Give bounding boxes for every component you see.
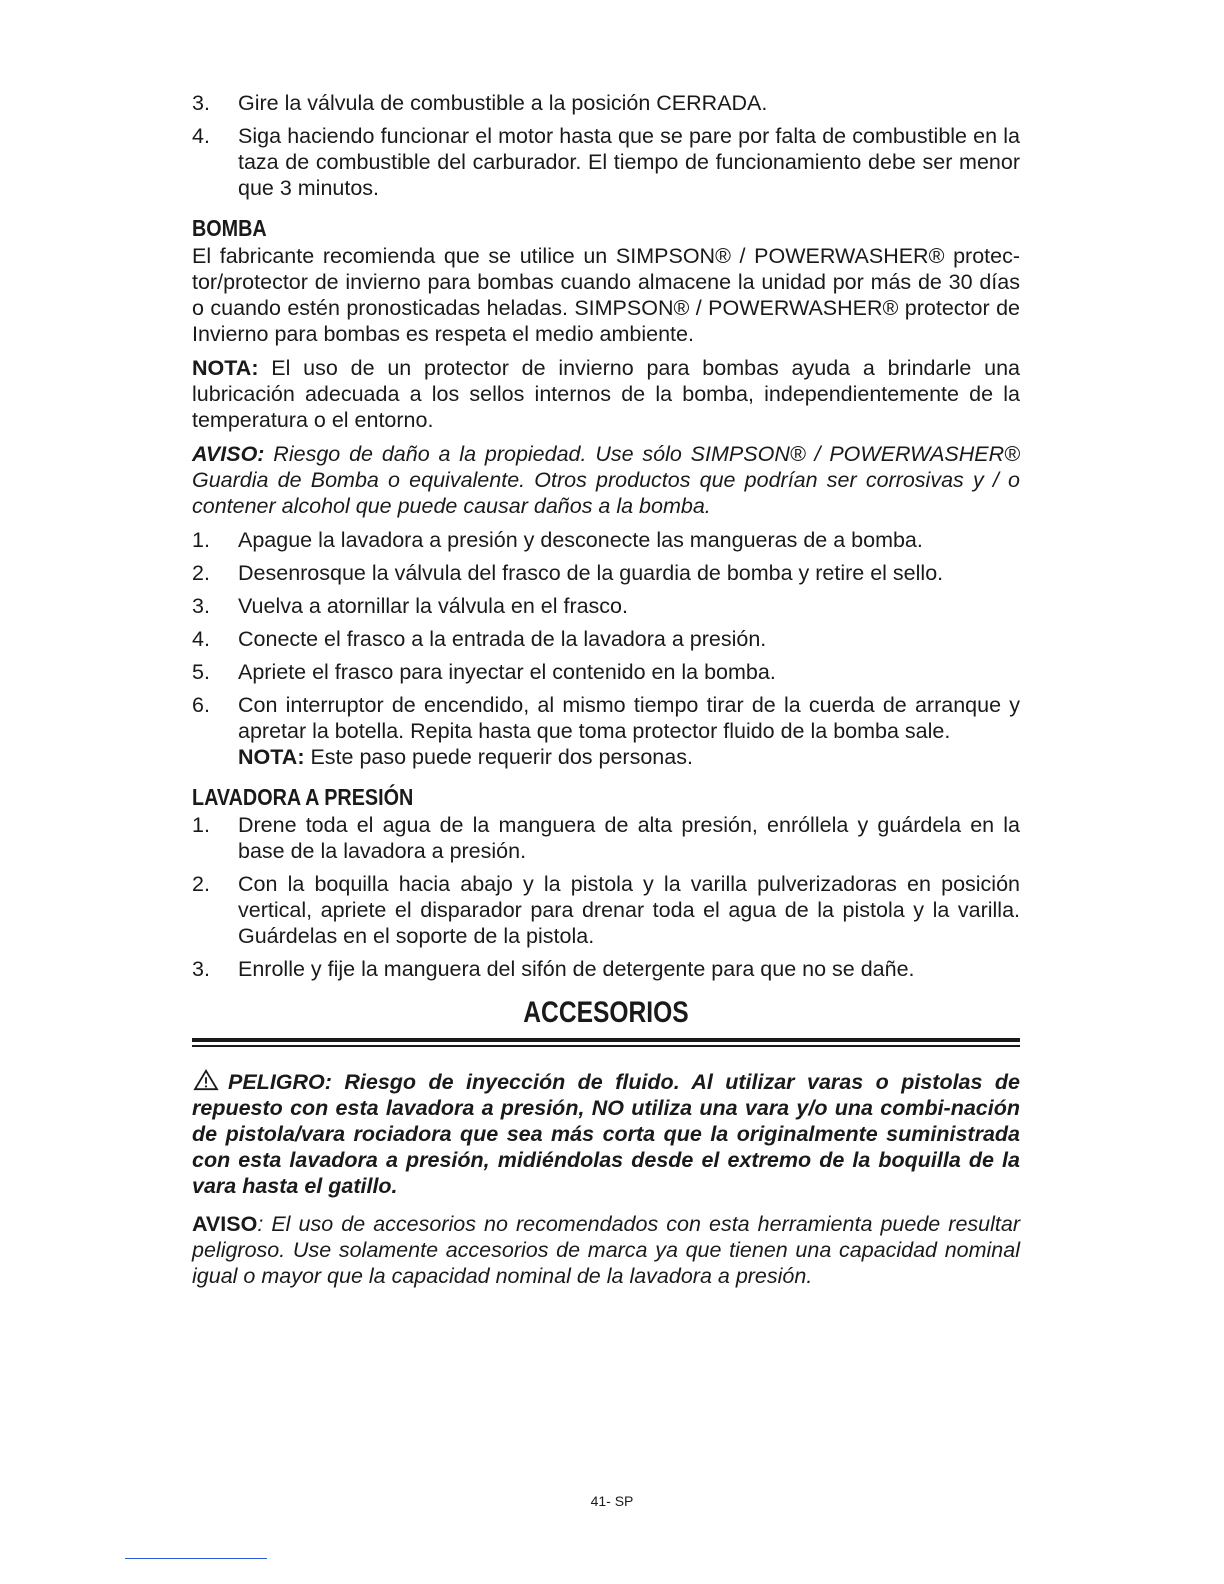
item-number: 1. (192, 528, 210, 552)
item-text: Apague la lavadora a presión y desconecte las mangueras de a bomba. (238, 528, 923, 552)
item-text: Enrolle y fije la manguera del sifón de detergente para que no se dañe. (238, 957, 915, 981)
notice-label: AVISO: (192, 442, 265, 466)
note-label: NOTA: (238, 745, 305, 769)
item-text: Con la boquilla hacia abajo y la pistola y la varilla pulverizadoras en posición vertical, apriete el disparador para drenar toda el agua de la pistola y la varilla. Guárdelas en el soporte de la pistola. (238, 872, 1020, 948)
list-item (192, 527, 1020, 553)
document-page (192, 90, 1020, 1297)
list-item (192, 626, 1020, 652)
section-heading-bomba: BOMBA (192, 215, 267, 241)
list-item (192, 593, 1020, 619)
note-text: Este paso puede requerir dos personas. (304, 745, 693, 769)
item-number: 3. (192, 957, 210, 981)
bomba-paragraph: El fabricante recomienda que se utilice un SIMPSON® / POWERWASHER® protec-tor/protector de invierno para bombas cuando almacene la unidad por más de 30 días o cuando estén pronosticadas heladas. SIMPSON® / POWERWASHER® protector de Invierno para bombas es respeta el medio ambiente. (192, 244, 1020, 346)
page-number: 41- SP (590, 1493, 634, 1509)
item-number: 3. (192, 91, 210, 115)
item-number: 2. (192, 561, 210, 585)
item-text: Desenrosque la válvula del frasco de la guardia de bomba y retire el sello. (238, 561, 944, 585)
item-number: 4. (192, 627, 210, 651)
list-item (192, 560, 1020, 586)
list-item (192, 812, 1020, 864)
item-text: Conecte el frasco a la entrada de la lavadora a presión. (238, 627, 767, 651)
list-item (192, 123, 1020, 201)
list-item (192, 692, 1020, 770)
divider (192, 1045, 1020, 1047)
item-number: 4. (192, 124, 210, 148)
divider (192, 1038, 1020, 1042)
item-number: 5. (192, 660, 210, 684)
bomba-note (192, 355, 1020, 433)
warning-triangle-icon (192, 1069, 220, 1091)
bomba-notice (192, 441, 1020, 519)
note-text: El uso de un protector de invierno para bombas ayuda a brindarle una lubricación adecuada a los sellos internos de la bomba, independientemente de la temperatura o el entorno. (192, 356, 1020, 432)
section-heading-lavadora: LAVADORA A PRESIÓN (192, 784, 414, 810)
item-number: 2. (192, 872, 210, 896)
item-text: Vuelva a atornillar la válvula en el frasco. (238, 594, 628, 618)
item-text (238, 692, 1020, 770)
accesorios-notice (192, 1211, 1020, 1289)
notice-text: Riesgo de daño a la propiedad. Use sólo SIMPSON® / POWERWASHER® Guardia de Bomba o equivalente. Otros productos que podrían ser corrosivas y / o contener alcohol que puede causar daños a la bomba. (192, 442, 1020, 518)
note-label: NOTA: (192, 356, 259, 380)
item-text: Apriete el frasco para inyectar el contenido en la bomba. (238, 660, 776, 684)
danger-warning (192, 1069, 1020, 1199)
item-text: Siga haciendo funcionar el motor hasta que se pare por falta de combustible en la taza de combustible del carburador. El tiempo de funcionamiento debe ser menor que 3 minutos. (238, 124, 1020, 200)
item-number: 3. (192, 594, 210, 618)
item-number: 1. (192, 813, 210, 837)
danger-text: PELIGRO: Riesgo de inyección de fluido. Al utilizar varas o pistolas de repuesto con esta lavadora a presión, NO utiliza una vara y/o una combi-nación de pistola/vara rociadora que sea más corta que la originalmente suministrada con esta lavadora a presión, midiéndolas desde el extremo de la boquilla de la vara hasta el gatillo. (192, 1070, 1020, 1198)
item-number: 6. (192, 693, 210, 717)
notice-text: : El uso de accesorios no recomendados con esta herramienta puede resultar peligroso. Use solamente accesorios de marca ya que tienen una capacidad nominal igual o mayor que la capacidad nominal de la lavadora a presión. (192, 1212, 1020, 1288)
list-item (192, 956, 1020, 982)
list-item (192, 90, 1020, 116)
step-text: Con interruptor de encendido, al mismo tiempo tirar de la cuerda de arranque y apretar la botella. Repita hasta que toma protector fluido de la bomba sale. (238, 693, 1020, 743)
section-title-accesorios: ACCESORIOS (523, 996, 689, 1029)
item-text: Gire la válvula de combustible a la posición CERRADA. (238, 91, 768, 115)
notice-label: AVISO (192, 1212, 258, 1236)
item-text: Drene toda el agua de la manguera de alta presión, enróllela y guárdela en la base de la lavadora a presión. (238, 813, 1020, 863)
list-item (192, 871, 1020, 949)
footer-line (125, 1558, 267, 1559)
list-item (192, 659, 1020, 685)
